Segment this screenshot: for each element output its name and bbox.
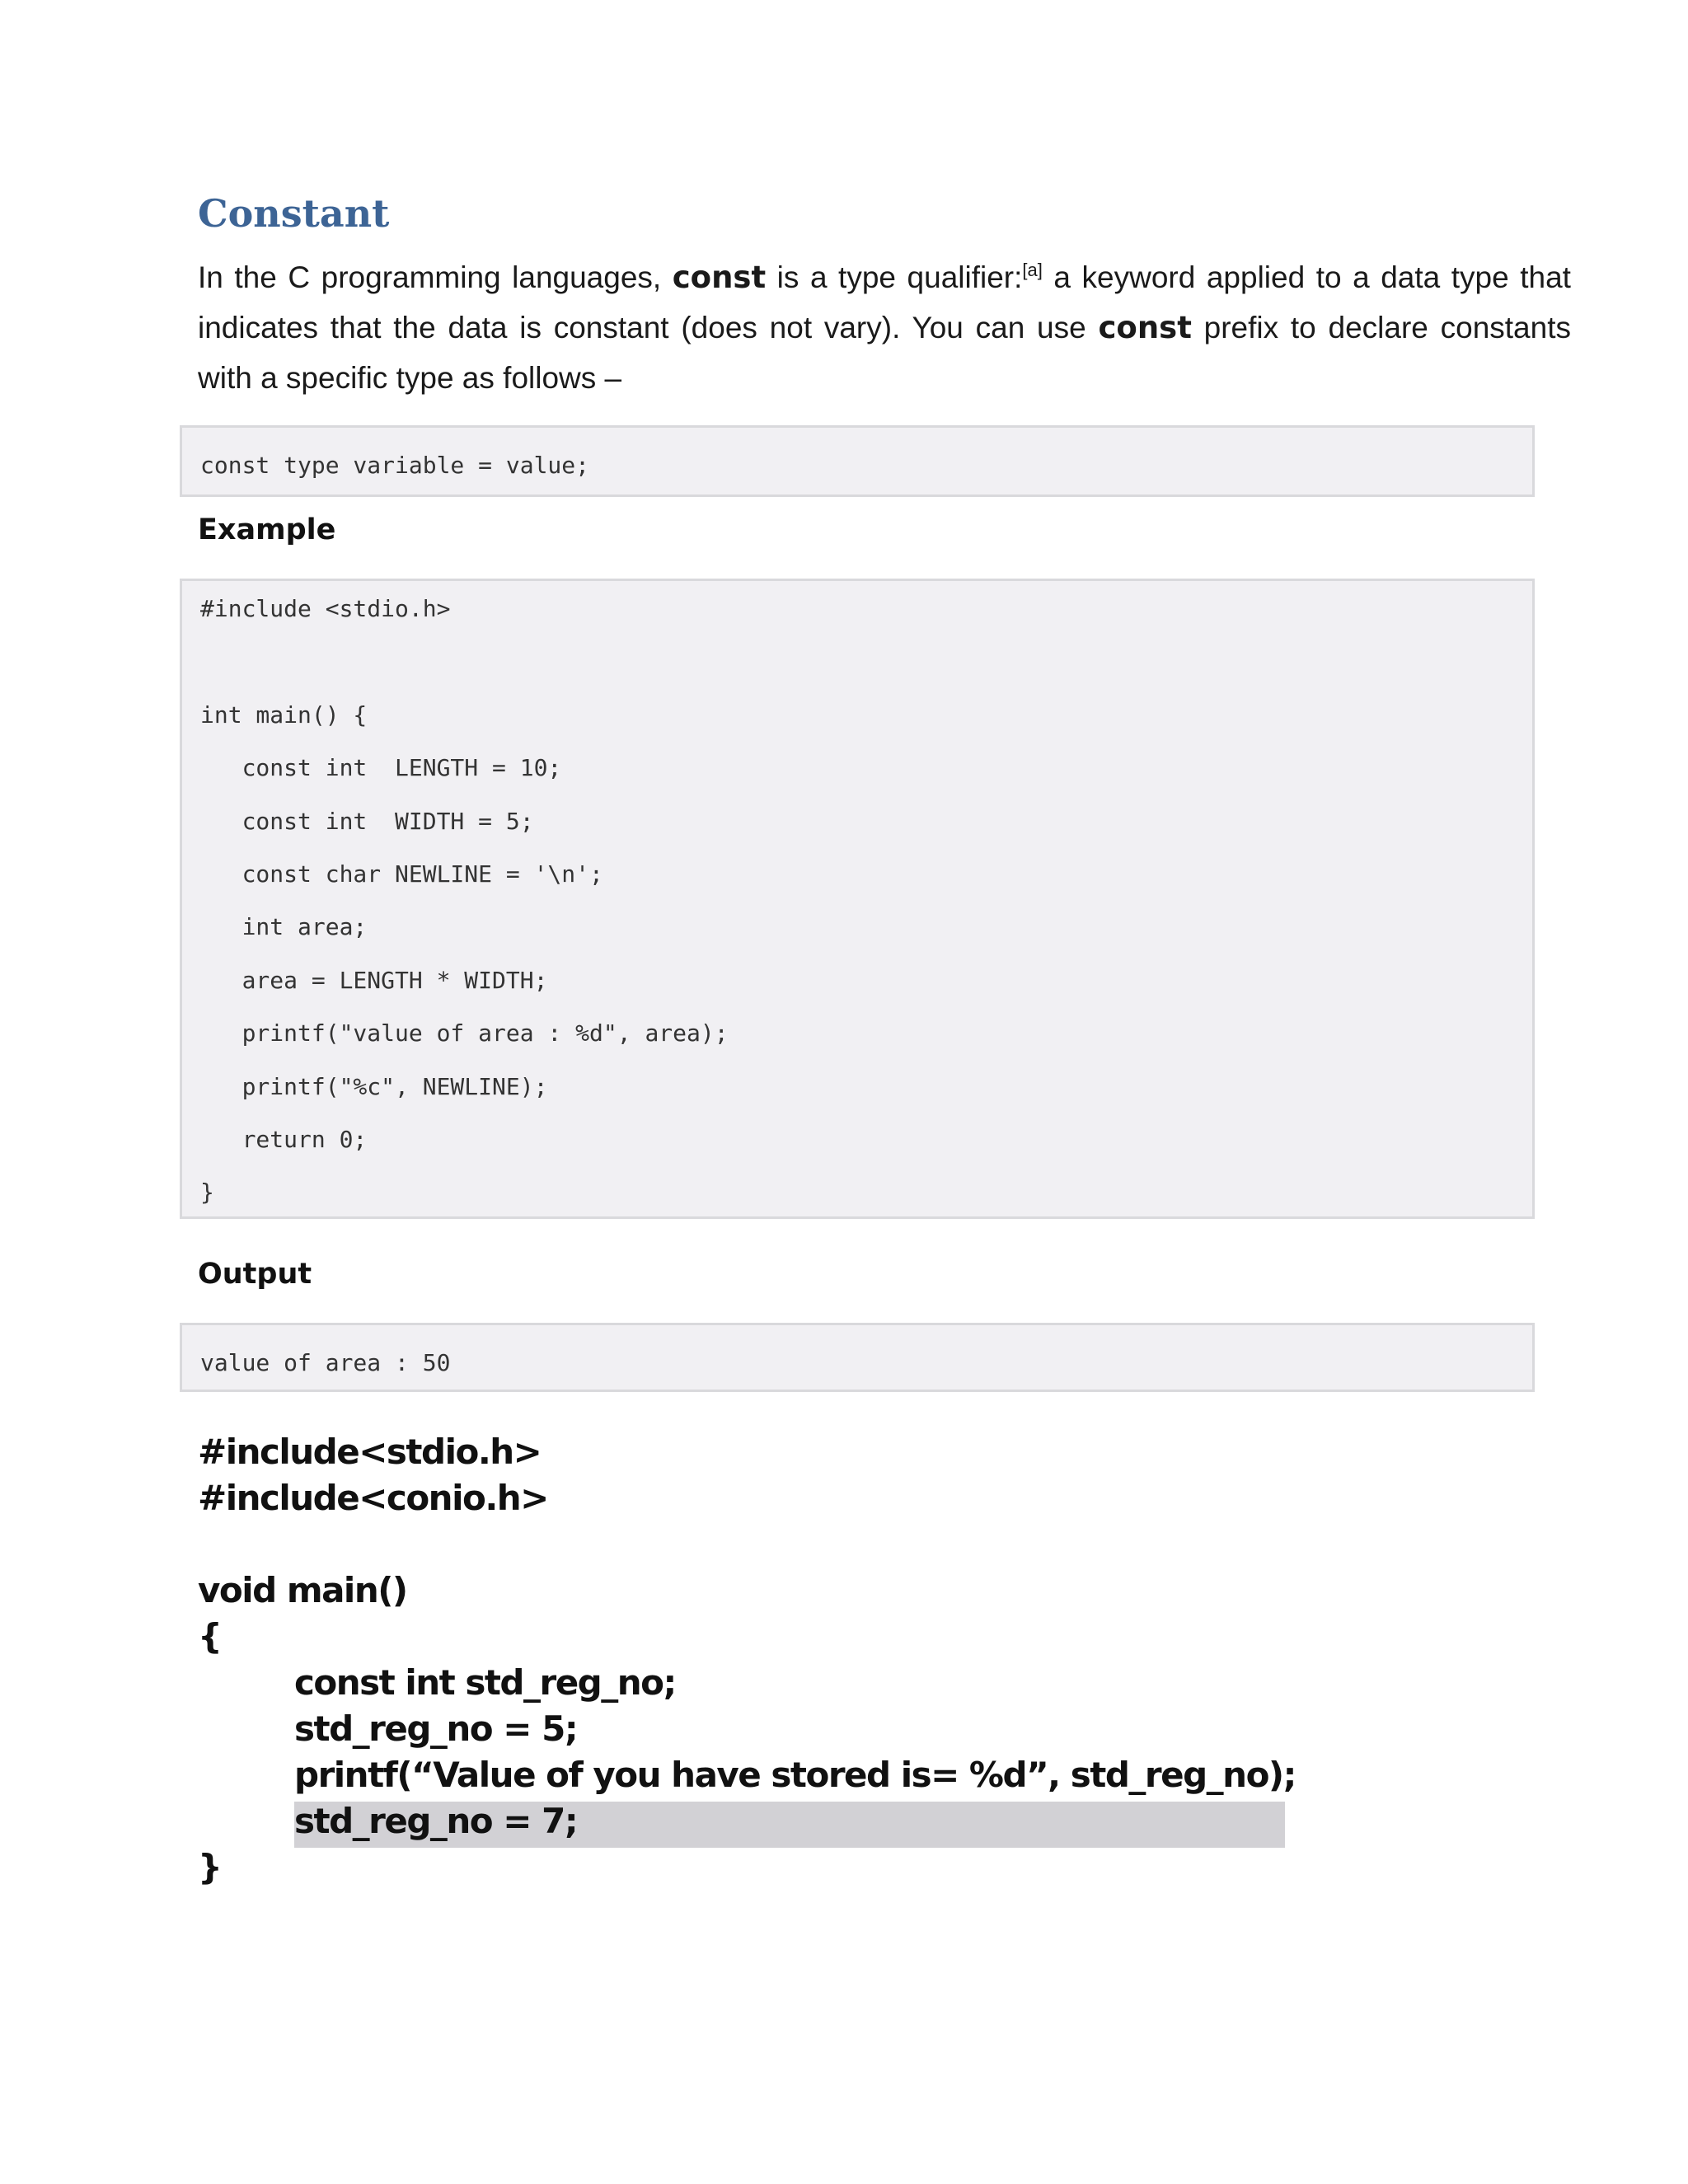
footnote-link[interactable]: [a] [1022, 260, 1043, 280]
program-include-conio: #include<conio.h> [198, 1478, 548, 1518]
code-line: int main() { [200, 701, 368, 729]
intro-paragraph [198, 252, 1571, 403]
program-line-assign: std_reg_no = 5; [294, 1708, 578, 1749]
example-heading: Example [198, 513, 336, 546]
program-main-signature: void main() [198, 1570, 407, 1610]
syntax-code-line: const type variable = value; [200, 452, 590, 479]
intro-text-4: prefix to declare constants with a specific type as follows – [198, 311, 1571, 395]
code-line: const int WIDTH = 5; [200, 808, 534, 835]
intro-keyword-const: const [672, 260, 767, 295]
output-code-block [180, 1323, 1535, 1392]
output-code-line: value of area : 50 [200, 1349, 451, 1376]
program-line-reassign: std_reg_no = 7; [294, 1801, 578, 1841]
code-line: } [200, 1179, 214, 1206]
program-line-declare: const int std_reg_no; [294, 1662, 676, 1703]
program-include-stdio: #include<stdio.h> [198, 1432, 542, 1472]
syntax-code-block [180, 425, 1535, 497]
program-line-printf: printf(“Value of you have stored is= %d”, std_reg_no); [294, 1755, 1296, 1795]
code-line: printf("value of area : %d", area); [200, 1019, 729, 1047]
code-line: #include <stdio.h> [200, 595, 451, 622]
code-line: printf("%c", NEWLINE); [200, 1073, 548, 1100]
program-close-brace: } [198, 1847, 222, 1887]
code-line: return 0; [200, 1126, 368, 1153]
intro-keyword-const-2: const [1098, 310, 1192, 345]
example-code-block [180, 579, 1535, 1219]
section-heading: Constant [198, 191, 390, 236]
intro-text-2: is a type qualifier: [766, 260, 1023, 294]
code-line: int area; [200, 913, 368, 940]
intro-text-1: In the C programming languages, [198, 260, 673, 294]
code-line: const char NEWLINE = '\n'; [200, 860, 603, 888]
code-line: const int LENGTH = 10; [200, 754, 562, 781]
code-line: area = LENGTH * WIDTH; [200, 967, 548, 994]
program-open-brace: { [198, 1616, 222, 1657]
output-heading: Output [198, 1258, 312, 1291]
intro-text-3: a keyword applied to a data type that indicates that the data is constant (does not vary). You can use [198, 260, 1571, 344]
